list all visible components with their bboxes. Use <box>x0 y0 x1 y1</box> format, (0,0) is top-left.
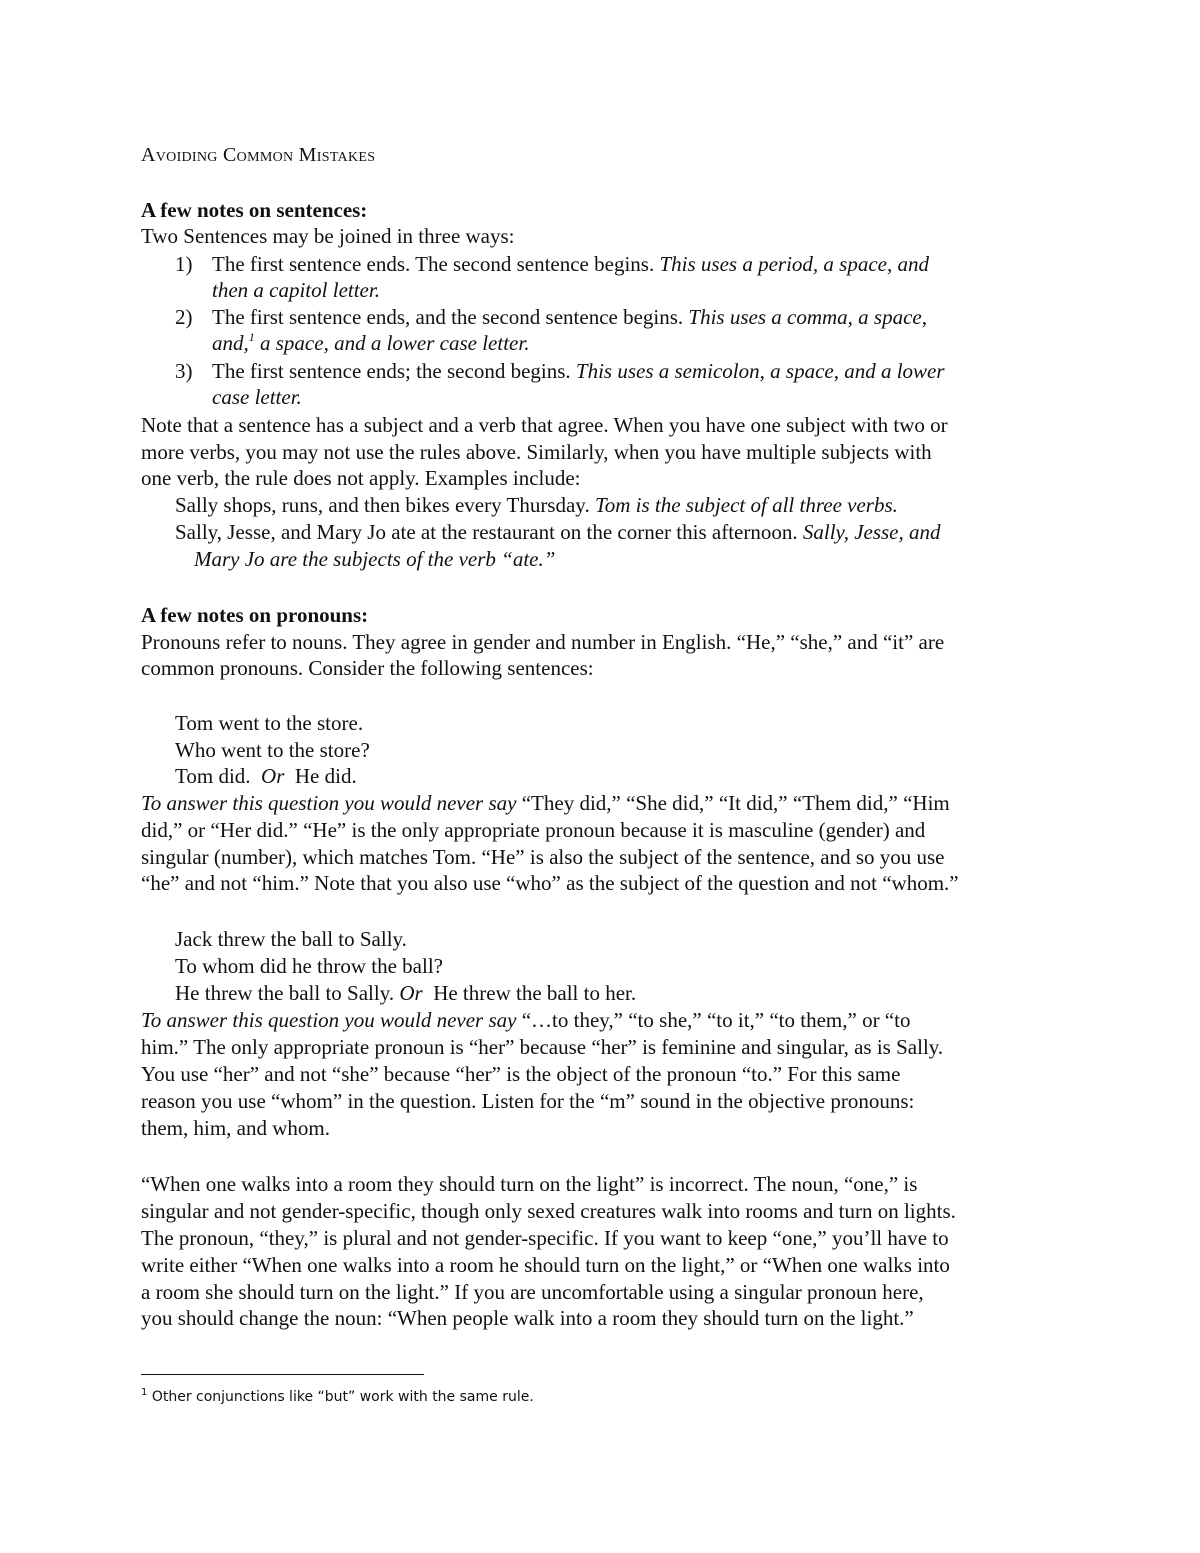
example-sentence <box>175 519 941 545</box>
example-explanation: Sally, Jesse, and <box>802 520 941 544</box>
list-number: 2) <box>175 305 193 329</box>
paragraph-line: “When one walks into a room they should turn on the light” is incorrect. The noun, “one,” is <box>141 1172 918 1196</box>
paragraph-line: a room she should turn on the light.” If you are uncomfortable using a singular pronoun here, <box>141 1280 924 1304</box>
example-sentence <box>175 763 357 789</box>
list-number: 3) <box>175 359 193 383</box>
footnote <box>141 1387 534 1407</box>
paragraph-line: you should change the noun: “When people walk into a room they should turn on the light.” <box>141 1306 914 1330</box>
list-item-explanation: This uses a semicolon, a space, and a lower <box>575 359 945 383</box>
list-item <box>212 304 927 330</box>
paragraph-line: write either “When one walks into a room he should turn on the light,” or “When one walks into <box>141 1253 950 1277</box>
example-text: Sally, Jesse, and Mary Jo ate at the restaurant on the corner this afternoon. <box>175 520 803 544</box>
paragraph-line: one verb, the rule does not apply. Examples include: <box>141 466 581 490</box>
list-item-continuation <box>212 277 380 303</box>
or-connector: Or <box>261 764 285 788</box>
paragraph-line <box>141 1007 910 1033</box>
list-number: 1) <box>175 252 193 276</box>
explanation-lead: To answer this question you would never say <box>141 791 517 815</box>
example-sentence: Tom went to the store. <box>175 711 364 735</box>
list-item-explanation: a space, and a lower case letter. <box>254 331 530 355</box>
list-item-continuation <box>212 384 302 410</box>
list-item-text: The first sentence ends, and the second sentence begins. <box>212 305 689 329</box>
list-item-text: The first sentence ends. The second sentence begins. <box>212 252 660 276</box>
explanation-lead: To answer this question you would never say <box>141 1008 517 1032</box>
example-sentence: Jack threw the ball to Sally. <box>175 927 407 951</box>
explanation-text: “They did,” “She did,” “It did,” “Them did,” “Him <box>516 791 950 815</box>
example-sentence <box>175 492 898 518</box>
example-text: He threw the ball to Sally. <box>175 981 400 1005</box>
footnote-reference[interactable]: 1 <box>248 330 255 344</box>
paragraph-line: him.” The only appropriate pronoun is “her” because “her” is feminine and singular, as is Sally. <box>141 1035 944 1059</box>
example-text: He did. <box>284 764 357 788</box>
paragraph-line: singular (number), which matches Tom. “He” is also the subject of the sentence, and so you use <box>141 845 945 869</box>
example-explanation: Tom is the subject of all three verbs. <box>594 493 898 517</box>
or-connector: Or <box>399 981 423 1005</box>
list-item-explanation: and, <box>212 331 249 355</box>
paragraph-line: “he” and not “him.” Note that you also use “who” as the subject of the question and not “whom.” <box>141 871 959 895</box>
sentences-intro: Two Sentences may be joined in three ways: <box>141 224 515 248</box>
document-title: Avoiding Common Mistakes <box>141 144 376 166</box>
paragraph-line: them, him, and whom. <box>141 1116 330 1140</box>
paragraph-line <box>141 790 950 816</box>
list-item <box>212 251 929 277</box>
paragraph-line: The pronoun, “they,” is plural and not gender-specific. If you want to keep “one,” you’ll have to <box>141 1226 949 1250</box>
example-text: Tom did. <box>175 764 262 788</box>
sentences-heading: A few notes on sentences: <box>141 198 368 222</box>
pronouns-heading: A few notes on pronouns: <box>141 603 369 627</box>
explanation-text: “…to they,” “to she,” “to it,” “to them,” or “to <box>516 1008 911 1032</box>
example-sentence <box>175 980 636 1006</box>
list-item-explanation: This uses a comma, a space, <box>688 305 927 329</box>
paragraph-line: did,” or “Her did.” “He” is the only appropriate pronoun because it is masculine (gender) and <box>141 818 926 842</box>
paragraph-line: Note that a sentence has a subject and a verb that agree. When you have one subject with two or <box>141 413 948 437</box>
example-text: He threw the ball to her. <box>422 981 637 1005</box>
paragraph-line: Pronouns refer to nouns. They agree in gender and number in English. “He,” “she,” and “it” are <box>141 630 945 654</box>
paragraph-line: more verbs, you may not use the rules above. Similarly, when you have multiple subjects with <box>141 440 932 464</box>
example-explanation: Mary Jo are the subjects of the verb “ate.” <box>194 547 556 571</box>
list-item-continuation <box>212 330 529 356</box>
footnote-separator <box>141 1374 424 1375</box>
paragraph-line: common pronouns. Consider the following sentences: <box>141 656 594 680</box>
paragraph-line: singular and not gender-specific, though only sexed creatures walk into rooms and turn on lights. <box>141 1199 956 1223</box>
footnote-text: Other conjunctions like “but” work with the same rule. <box>147 1389 534 1405</box>
list-item-explanation: then a capitol letter. <box>212 278 380 302</box>
list-item-text: The first sentence ends; the second begins. <box>212 359 576 383</box>
paragraph-line: reason you use “whom” in the question. Listen for the “m” sound in the objective pronouns: <box>141 1089 915 1113</box>
list-item-explanation: case letter. <box>212 385 302 409</box>
list-item-explanation: This uses a period, a space, and <box>659 252 929 276</box>
example-sentence: Who went to the store? <box>175 738 370 762</box>
example-sentence: To whom did he throw the ball? <box>175 954 443 978</box>
example-text: Sally shops, runs, and then bikes every Thursday. <box>175 493 595 517</box>
example-continuation <box>194 546 555 572</box>
list-item <box>212 358 945 384</box>
footnote-number: 1 <box>141 1387 148 1398</box>
paragraph-line: You use “her” and not “she” because “her” is the object of the pronoun “to.” For this same <box>141 1062 901 1086</box>
